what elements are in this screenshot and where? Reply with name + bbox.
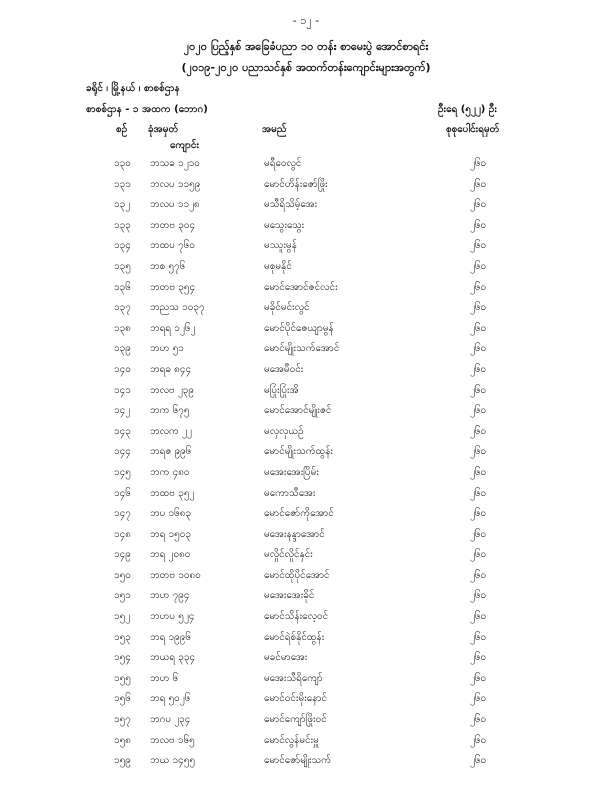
- student-name: မောင်ဟိန်းဇော်ဖြိုး: [264, 178, 328, 190]
- roll-number: ဘဂပ ၂၃၄: [150, 714, 191, 726]
- roll-number: ဘဟပ ၅၂၄: [150, 611, 195, 623]
- row-number: ၁၃၆: [114, 281, 131, 293]
- row-number: ၁၄၇: [114, 508, 131, 520]
- document-title: ၂၀၂၀ ပြည့်နှစ် အခြေခံပညာ ၁၀ တန်း စာမေးပွဲ အောင်စာရင်း: [183, 40, 429, 53]
- student-name: မောင်မျိုးသက်ထွန်း: [264, 446, 333, 458]
- roll-number: ဘထပ ၇၆၀: [150, 240, 196, 252]
- row-number: ၁၅၆: [114, 693, 131, 705]
- total-score: ၂၆၀: [470, 363, 487, 375]
- column-header-total: စုစုပေါင်းရမှတ်: [446, 124, 500, 135]
- row-number: ၁၄၄: [114, 446, 131, 458]
- roll-number: ဘတဗ ၃၅၄: [150, 281, 196, 293]
- roll-number: ဘရဇ ၉၉၆: [150, 446, 192, 458]
- total-score: ၂၆၀: [470, 631, 487, 643]
- roll-number: ဘရ ၁၉၉၆: [150, 631, 192, 643]
- student-name: မောင်ထိုပိုင်အောင်: [264, 569, 330, 581]
- row-number: ၁၃၉: [114, 343, 131, 355]
- table-row: [0, 582, 612, 603]
- total-score: ၂၆၀: [470, 199, 487, 211]
- table-row: [0, 480, 612, 501]
- student-name: မရီဝေလွင်: [264, 158, 302, 169]
- table-row: [0, 150, 612, 171]
- row-number: ၁၄၅: [114, 466, 131, 478]
- table-row: [0, 500, 612, 521]
- student-name: မခင်မာအေး: [264, 652, 308, 664]
- student-name: မပြုံးပြုံးအိ: [264, 384, 299, 396]
- total-score: ၂၆၀: [470, 714, 487, 726]
- student-name: မောင်သိန်းလေ့ဝင်: [264, 611, 329, 623]
- student-name: မခိုင်မင်းလွင်: [264, 302, 310, 314]
- total-score: ၂၆၀: [470, 672, 487, 684]
- roll-number: ဘသခ ၁၂၁၀: [150, 158, 200, 169]
- column-header-name: အမည်: [262, 124, 287, 135]
- total-score: ၂၆၀: [470, 384, 487, 396]
- row-number: ၁၃၇: [114, 302, 131, 314]
- total-score: ၂၆၀: [470, 302, 487, 314]
- student-name: မအေးအေးခိုင်: [264, 590, 315, 602]
- row-number: ၁၃၂: [114, 199, 131, 211]
- roll-number: ဘထဗ ၃၅၂: [150, 487, 195, 499]
- row-number: ၁၅၈: [114, 734, 131, 746]
- roll-number: ဘဟ ၆: [150, 672, 179, 684]
- roll-number: ဘလပ ၁၁၅၉: [150, 178, 201, 190]
- table-row: [0, 603, 612, 624]
- student-name: မလှလှယဉ်: [264, 425, 304, 437]
- results-table: [0, 150, 612, 768]
- row-number: ၁၄၁: [114, 384, 131, 396]
- row-number: ၁၃၀: [114, 158, 131, 169]
- student-name: မအေမီဝင်း: [264, 363, 304, 375]
- table-row: [0, 541, 612, 562]
- table-row: [0, 644, 612, 665]
- table-row: [0, 253, 612, 274]
- table-row: [0, 232, 612, 253]
- row-number: ၁၃၅: [114, 260, 131, 272]
- table-row: [0, 665, 612, 686]
- table-row: [0, 459, 612, 480]
- student-name: မအေးသီရိကျော်: [264, 672, 323, 684]
- row-number: ၁၅၁: [114, 590, 131, 602]
- roll-number: ဘစ ၅၇၆: [150, 260, 186, 272]
- table-row: [0, 727, 612, 748]
- column-header-no: စဉ်: [116, 124, 128, 135]
- total-score: ၂၆၀: [470, 446, 487, 458]
- total-score: ၂၆၀: [470, 178, 487, 190]
- table-row: [0, 438, 612, 459]
- roll-number: ဘက ၄၈၀: [150, 466, 190, 478]
- total-score: ၂၆၀: [470, 755, 487, 767]
- roll-number: ဘရခ ၈၄၄: [150, 363, 192, 375]
- table-row: [0, 562, 612, 583]
- student-name: မောင်ပိုင်ဇေယျာမွန်: [264, 322, 334, 334]
- student-name: မကောသီအေး: [264, 487, 316, 499]
- roll-number: ဘပ ၁၆၈၃: [150, 508, 192, 520]
- table-row: [0, 521, 612, 542]
- student-name: မသီရိသိမ့်အေး: [264, 199, 318, 211]
- table-row: [0, 418, 612, 439]
- table-row: [0, 747, 612, 768]
- roll-number: ဘယရ ၃၃၄: [150, 652, 196, 664]
- roll-number: ဘရ ၁၅၀၃: [150, 528, 192, 540]
- document-subtitle: (၂၀၁၉-၂၀၂၀ ပညာသင်နှစ် အထက်တန်းကျောင်းများအတွက်): [181, 61, 431, 74]
- roll-number: ဘဟ ၇၉၄: [150, 590, 190, 602]
- student-name: မောင်ဇော်မျိုးသက်: [264, 755, 332, 767]
- total-score: ၂၆၀: [470, 734, 487, 746]
- student-name: မောင်ရဲစ်နိုင်ထွန်း: [264, 631, 325, 643]
- column-header-roll-sub: ကျောင်း: [170, 140, 199, 151]
- row-number: ၁၄၈: [114, 528, 131, 540]
- table-row: [0, 335, 612, 356]
- row-number: ၁၅၇: [114, 714, 131, 726]
- roll-number: ဘတဗ ၃၀၄: [150, 219, 196, 231]
- total-score: ၂၆၀: [470, 528, 487, 540]
- table-row: [0, 377, 612, 398]
- row-number: ၁၅၄: [114, 652, 131, 664]
- row-number: ၁၄၀: [114, 363, 131, 375]
- row-number: ၁၄၂: [114, 405, 131, 417]
- table-row: [0, 294, 612, 315]
- total-score: ၂၆၀: [470, 549, 487, 561]
- student-name: မအေးအေးပြိမ်း: [264, 466, 319, 478]
- total-score: ၂၆၀: [470, 260, 487, 272]
- table-row: [0, 171, 612, 192]
- table-row: [0, 397, 612, 418]
- row-number: ၁၄၃: [114, 425, 131, 437]
- page-number: - ၁၂ -: [292, 14, 320, 27]
- total-score: ၂၆၀: [470, 281, 487, 293]
- student-name: မောင်အောင်ဇင်လင်း: [264, 281, 338, 293]
- student-name: မဿူးမွန်: [264, 240, 297, 252]
- row-number: ၁၅၀: [114, 569, 131, 581]
- row-number: ၁၃၁: [114, 178, 131, 190]
- row-number: ၁၅၂: [114, 611, 131, 623]
- roll-number: ဘက ၆၇၅: [150, 405, 190, 417]
- roll-number: ဘရရ ၁၂၆၂: [150, 322, 196, 334]
- roll-number: ဘယ ၁၄၅၅: [150, 755, 196, 767]
- student-name: မစုမနိုင်: [264, 260, 292, 272]
- column-header-roll: ခုံအမှတ်: [148, 124, 179, 135]
- student-name: မောင်လွန်မင်းမှူ: [264, 734, 319, 746]
- total-score: ၂၆၀: [470, 466, 487, 478]
- total-score: ၂၆၀: [470, 240, 487, 252]
- roll-number: ဘညသ ၁၀၃၇: [150, 302, 205, 314]
- total-score: ၂၆၀: [470, 569, 487, 581]
- student-name: မအေးနန္ဒာအောင်: [264, 528, 325, 540]
- row-number: ၁၃၃: [114, 219, 131, 231]
- roll-number: ဘဟ ၅၁: [150, 343, 184, 355]
- total-score: ၂၆၀: [470, 425, 487, 437]
- table-row: [0, 624, 612, 645]
- row-number: ၁၅၉: [114, 755, 131, 767]
- total-score: ၂၆၀: [470, 405, 487, 417]
- total-score: ၂၆၀: [470, 487, 487, 499]
- roll-number: ဘရ ၂၀၈၀: [150, 549, 191, 561]
- roll-number: ဘရ ၅၀၂၆: [150, 693, 191, 705]
- student-name: မောင်မျိုးသက်အောင်: [264, 343, 340, 355]
- student-name: မသွေးသွေး: [264, 219, 305, 231]
- table-row: [0, 274, 612, 295]
- table-row: [0, 191, 612, 212]
- student-name: မောင်အောင်မျိုးဇင်: [264, 405, 332, 417]
- roll-number: ဘလက ၂၂: [150, 425, 192, 437]
- location-line: ခရိုင် ၊ မြို့နယ် ၊ စာစစ်ဌာန: [86, 83, 180, 94]
- row-number: ၁၃၈: [114, 322, 131, 334]
- exam-center-line: စာစစ်ဌာန - ၁ အထက (ဘောဂ): [86, 104, 208, 115]
- total-score: ၂၆၀: [470, 508, 487, 520]
- row-number: ၁၅၅: [114, 672, 131, 684]
- roll-number: ဘလဗ ၁၆၅: [150, 734, 195, 746]
- total-score: ၂၆၀: [470, 343, 487, 355]
- table-row: [0, 212, 612, 233]
- total-score: ၂၆၀: [470, 652, 487, 664]
- student-name: မောင်ကျော်ဖြိုးဝင်: [264, 714, 327, 726]
- student-name: မောင်ဇော်ကိုအောင်: [264, 508, 334, 520]
- total-score: ၂၆၀: [470, 693, 487, 705]
- table-row: [0, 706, 612, 727]
- roll-number: ဘလဗ ၂၃၉: [150, 384, 195, 396]
- table-row: [0, 685, 612, 706]
- total-score: ၂၆၀: [470, 219, 487, 231]
- roll-number: ဘတဗ ၁၀၈၀: [150, 569, 201, 581]
- roll-number: ဘလပ ၁၁၂၈: [150, 199, 200, 211]
- student-name: မလှိုင်လှိုင်နှင်း: [264, 549, 313, 561]
- row-number: ၁၄၉: [114, 549, 131, 561]
- total-score: ၂၆၀: [470, 590, 487, 602]
- student-name: မောင်ဝင်းမိုးနောင်: [264, 693, 328, 705]
- total-score: ၂၆၀: [470, 158, 487, 169]
- row-number: ၁၃၄: [114, 240, 131, 252]
- pass-count-summary: ဦးရေ (၅၂၂) ဦး: [438, 104, 497, 115]
- table-row: [0, 356, 612, 377]
- row-number: ၁၅၃: [114, 631, 131, 643]
- row-number: ၁၄၆: [114, 487, 131, 499]
- total-score: ၂၆၀: [470, 322, 487, 334]
- total-score: ၂၆၀: [470, 611, 487, 623]
- table-row: [0, 315, 612, 336]
